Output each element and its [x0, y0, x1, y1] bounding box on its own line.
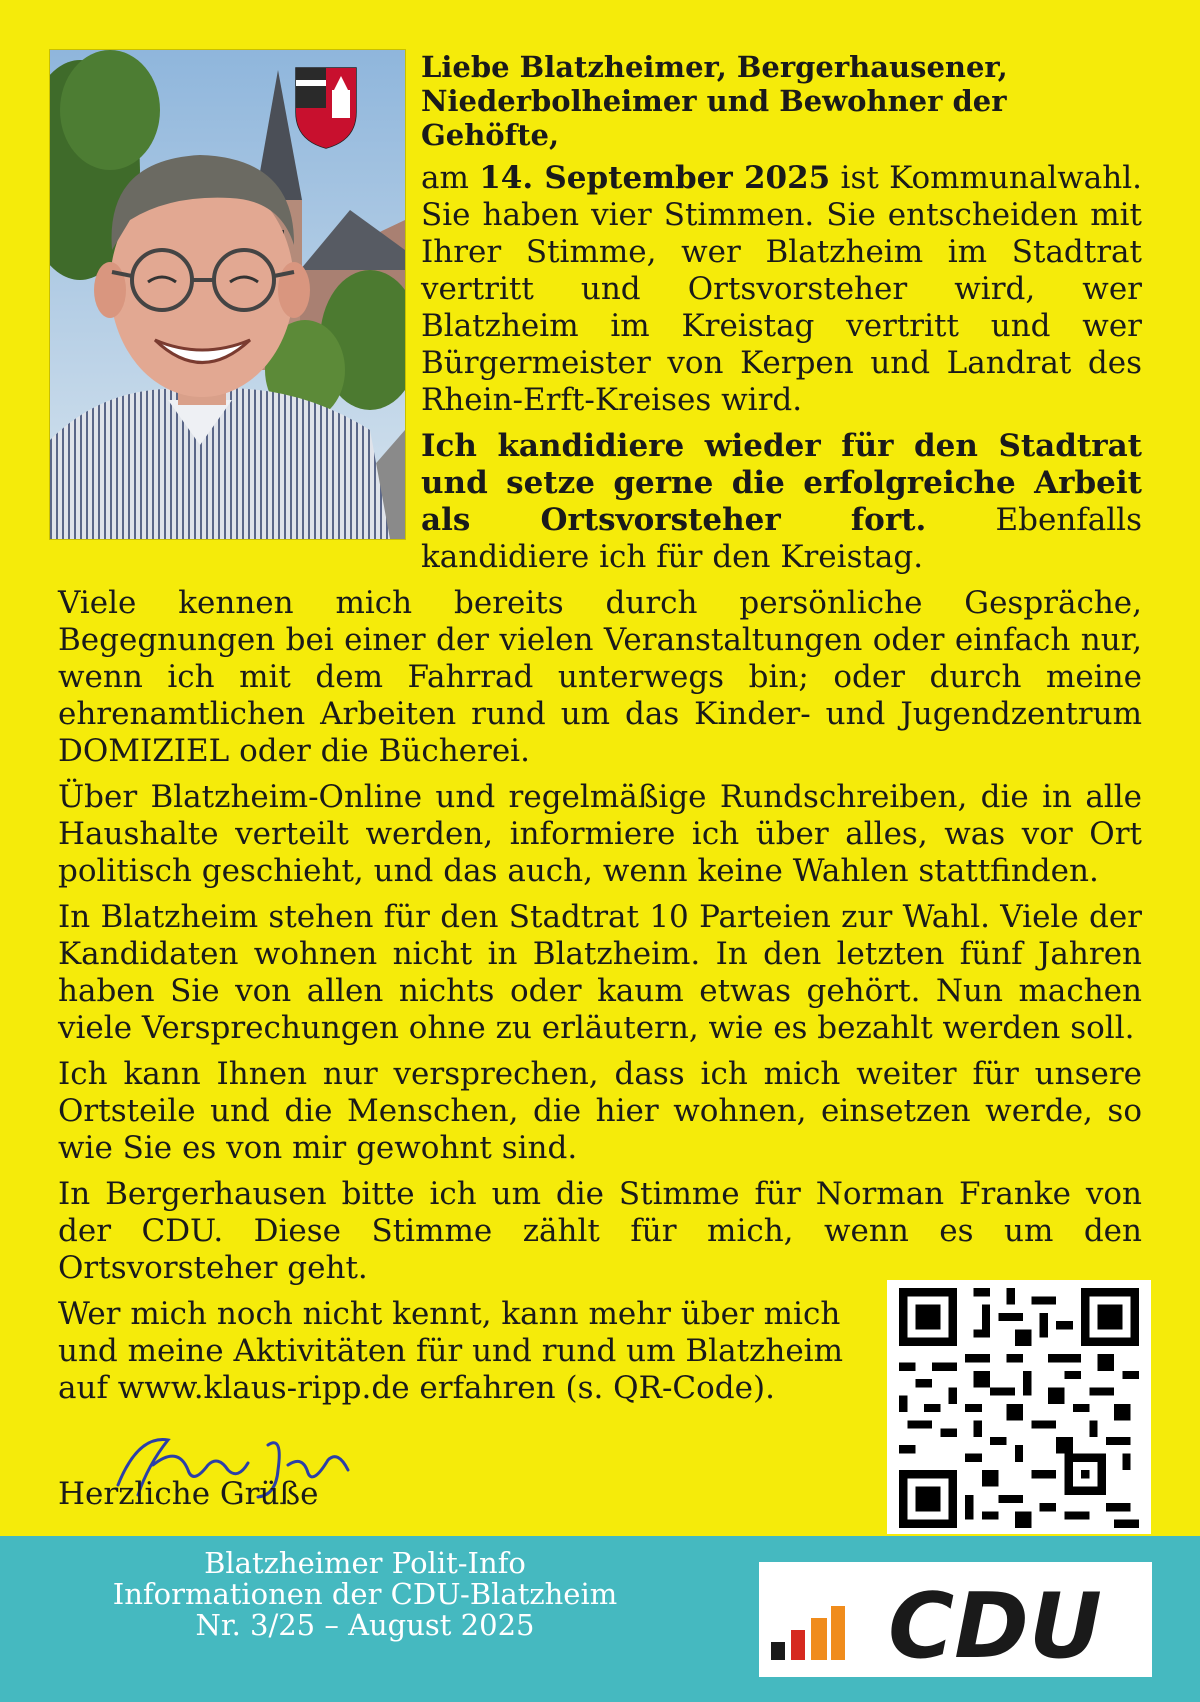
paragraph-parties: In Blatzheim stehen für den Stadtrat 10 Parteien zur Wahl. Viele der Kandidaten wohnen nicht in Blatzheim. In den letzten fünf Jahren haben Sie von allen nichts oder kaum etwas gehört. Nun machen viele Versprechungen ohne zu erläutern, wie es bezahlt werden soll.: [58, 899, 1142, 1046]
greeting: Liebe Blatzheimer, Bergerhausener, Niederbolheimer und Bewohner der Gehöfte,: [421, 50, 1008, 152]
logo-bar-red: [791, 1630, 805, 1660]
paragraph-website: Wer mich noch nicht kennt, kann mehr über mich und meine Aktivitäten für und rund um Blatzheim auf www.klaus-ripp.de erfahren (s. QR-Code).: [58, 1296, 843, 1406]
paragraph-candidacy: Ich kandidiere wieder für den Stadtrat und setze gerne die erfolgreiche Arbeit als Ortsvorsteher fort. Ebenfalls kandidiere ich für den Kreistag.: [421, 428, 1142, 575]
cdu-logo: [759, 1562, 1152, 1677]
paragraph-bergerhausen: In Bergerhausen bitte ich um die Stimme für Norman Franke von der CDU. Diese Stimme zählt für mich, wenn es um den Ortsvorsteher geht.: [58, 1176, 1142, 1286]
letter-body: [58, 50, 1142, 1416]
paragraph-information: Über Blatzheim-Online und regelmäßige Rundschreiben, die in alle Haushalte verteilt werden, informiere ich über alles, was vor Ort politisch geschieht, und das auch, wenn keine Wahlen stattfinden.: [58, 779, 1142, 889]
logo-bar-orange: [811, 1618, 827, 1660]
footer-title: Blatzheimer Polit-Info: [204, 1546, 526, 1580]
paragraph-promise: Ich kann Ihnen nur versprechen, dass ich mich weiter für unsere Ortsteile und die Menschen, die hier wohnen, einsetzen werde, so wie Sie es von mir gewohnt sind.: [58, 1056, 1142, 1166]
candidacy-statement: Ich kandidiere wieder für den Stadtrat und setze gerne die erfolgreiche Arbeit als Ortsvorsteher fort.: [421, 428, 1142, 538]
paragraph-introduction: Viele kennen mich bereits durch persönliche Gespräche, Begegnungen bei einer der vielen Veranstaltungen oder einfach nur, wenn ich mit dem Fahrrad unterwegs bin; oder durch meine ehrenamtlichen Arbeiten rund um das Kinder- und Jugendzentrum DOMIZIEL oder die Bücherei.: [58, 585, 1142, 769]
footer: [0, 1536, 1200, 1702]
footer-issue: Nr. 3/25 – August 2025: [195, 1608, 535, 1642]
closing-greeting: Herzliche Grüße: [58, 1476, 319, 1512]
election-date: 14. September 2025: [479, 160, 831, 196]
qr-code-panel: [887, 1280, 1151, 1534]
qr-code-icon: [899, 1288, 1139, 1528]
logo-bar-dark: [771, 1642, 785, 1660]
footer-publication-info: [60, 1548, 670, 1641]
paragraph-election-date: am 14. September 2025 ist Kommunalwahl. Sie haben vier Stimmen. Sie entscheiden mit Ihrer Stimme, wer Blatzheim im Stadtrat vertritt und Ortsvorsteher wird, wer Blatzheim im Kreistag vertritt und wer Bürgermeister von Kerpen und Landrat des Rhein-Erft-Kreises wird.: [421, 160, 1142, 418]
footer-subtitle: Informationen der CDU-Blatzheim: [112, 1577, 618, 1611]
cdu-logo-text: CDU: [888, 1574, 1102, 1677]
